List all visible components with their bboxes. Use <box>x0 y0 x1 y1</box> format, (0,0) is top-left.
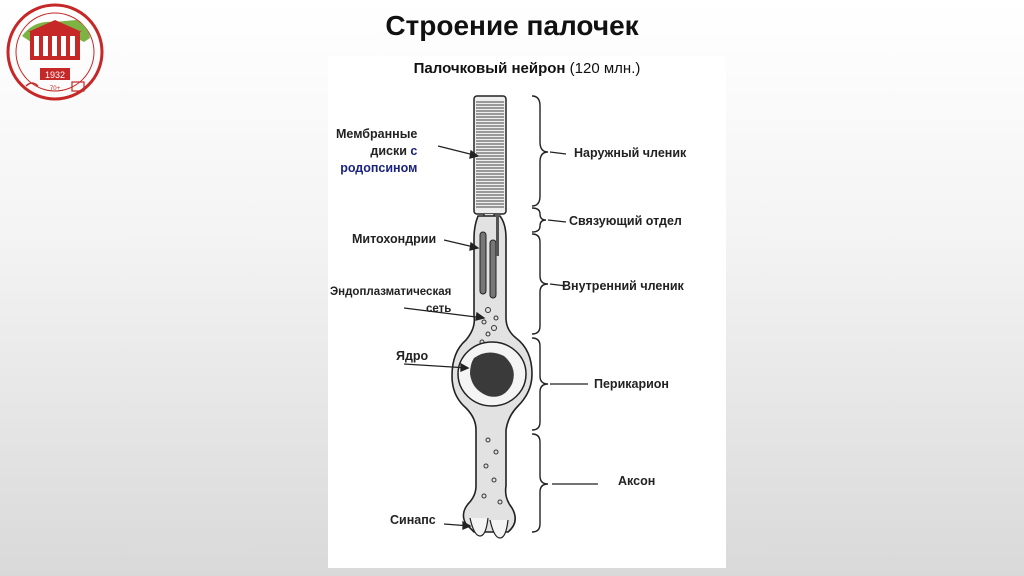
logo-year: 1932 <box>44 70 66 80</box>
label-er-line1: Эндоплазматическая <box>330 286 452 298</box>
figure-title-bold: Палочковый нейрон <box>413 60 566 77</box>
label-membrane-line2a: диски <box>370 144 411 158</box>
label-er <box>330 284 451 318</box>
right-braces <box>532 96 548 532</box>
label-membrane-line2b: с <box>410 144 418 158</box>
label-axon: Аксон <box>618 474 656 488</box>
university-logo <box>4 2 106 102</box>
label-membrane-line2 <box>336 143 417 160</box>
mitochondrion <box>490 240 496 298</box>
cilium-rootlet <box>496 216 499 256</box>
label-nucleus: Ядро <box>396 349 429 363</box>
slide-title: Строение палочек <box>385 10 639 41</box>
label-membrane-discs <box>336 126 417 177</box>
label-outer-segment: Наружный членик <box>574 146 687 160</box>
label-er-line2: сеть <box>425 303 452 315</box>
label-perikaryon: Перикарион <box>594 377 669 391</box>
label-connecting: Связующий отдел <box>569 214 682 228</box>
label-synapse: Синапс <box>390 513 436 527</box>
figure-title-rest: (120 млн.) <box>565 60 641 77</box>
logo-tag: 70+ <box>49 86 61 92</box>
right-connector-lines <box>548 152 598 484</box>
mitochondrion <box>480 232 486 294</box>
label-membrane-line1: Мембранные <box>336 127 418 141</box>
label-inner-segment: Внутренний членик <box>562 279 684 293</box>
label-mitochondria: Митохондрии <box>352 232 437 246</box>
figure-panel <box>328 56 726 568</box>
label-membrane-line3: родопсином <box>340 161 418 175</box>
